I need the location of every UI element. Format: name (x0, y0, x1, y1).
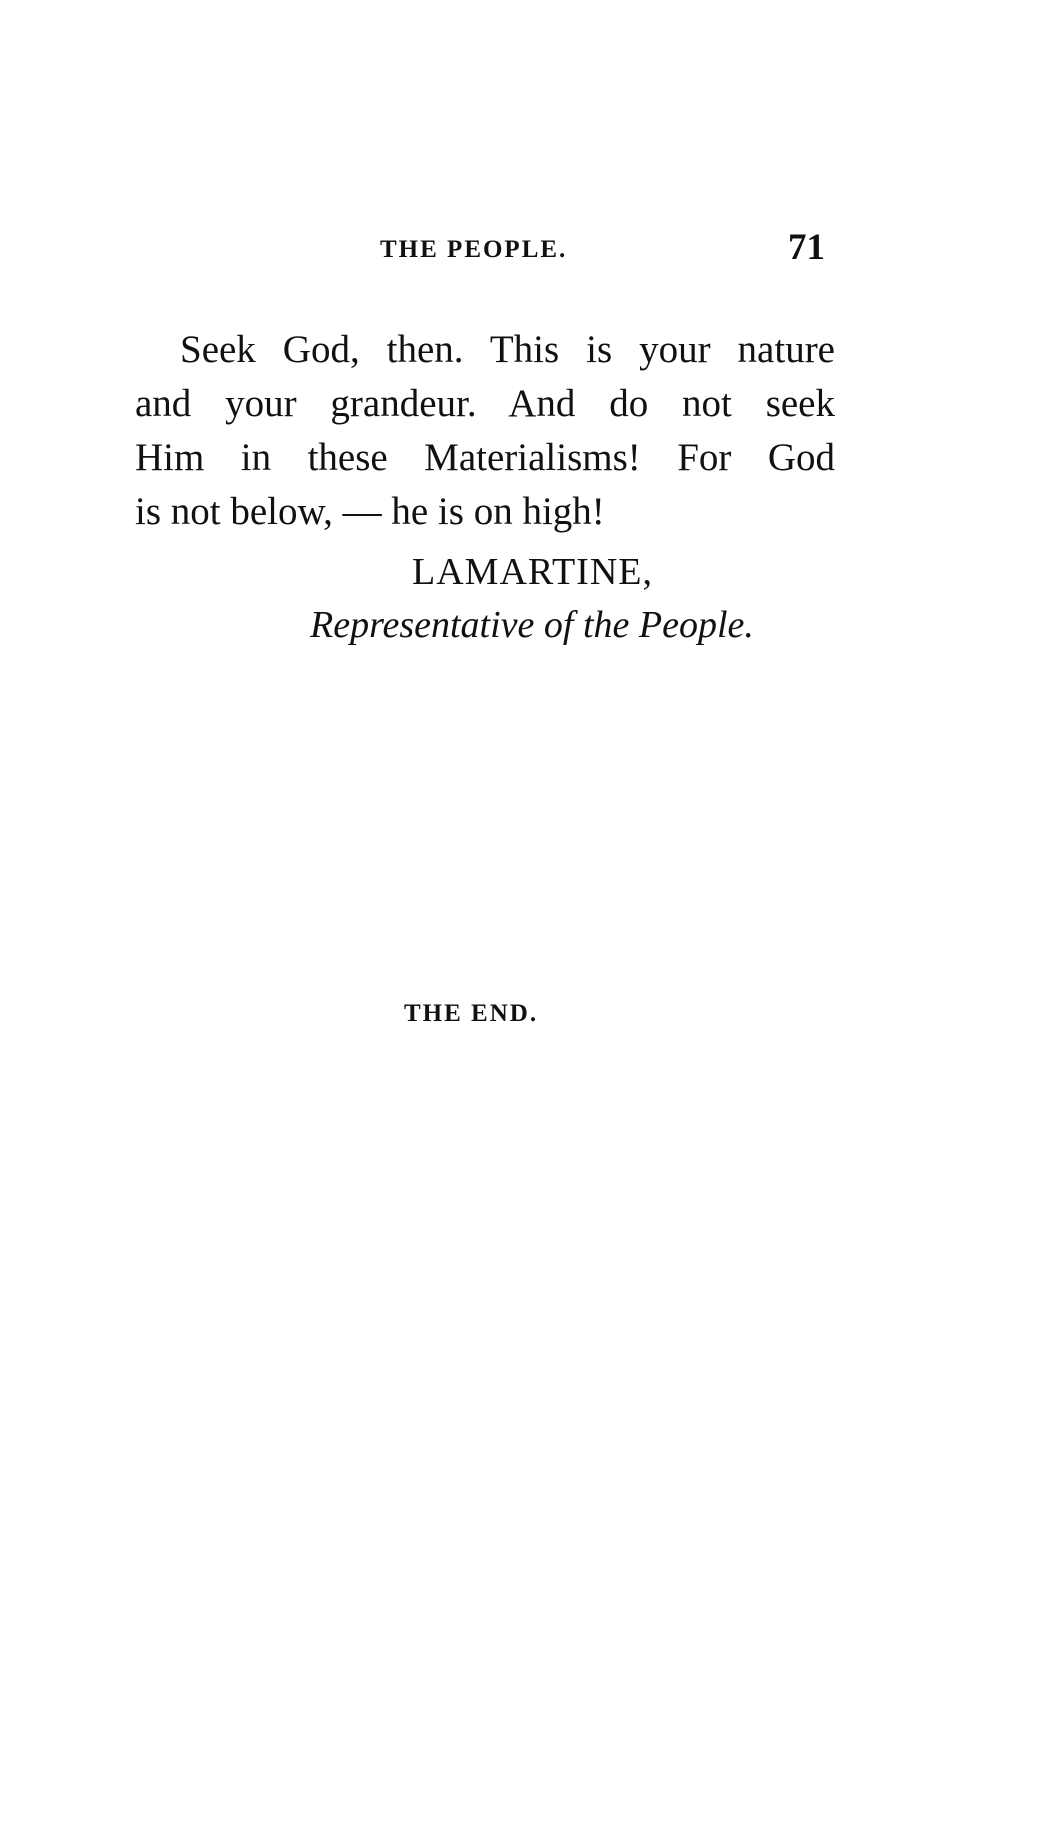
body-line: is not below, — he is on high! (135, 490, 605, 533)
running-head-title: THE PEOPLE. (380, 236, 568, 263)
body-paragraph (135, 323, 835, 539)
signature-title: Representative of the People. (310, 604, 754, 646)
the-end-text: THE END. (404, 1000, 539, 1027)
page-number: 71 (788, 227, 825, 268)
body-line: Him in these Materialisms! For God (135, 436, 835, 479)
body-line: Seek God, then. This is your nature (180, 328, 835, 371)
body-line: and your grandeur. And do not seek (135, 382, 835, 425)
signature-name: LAMARTINE, (412, 551, 653, 593)
